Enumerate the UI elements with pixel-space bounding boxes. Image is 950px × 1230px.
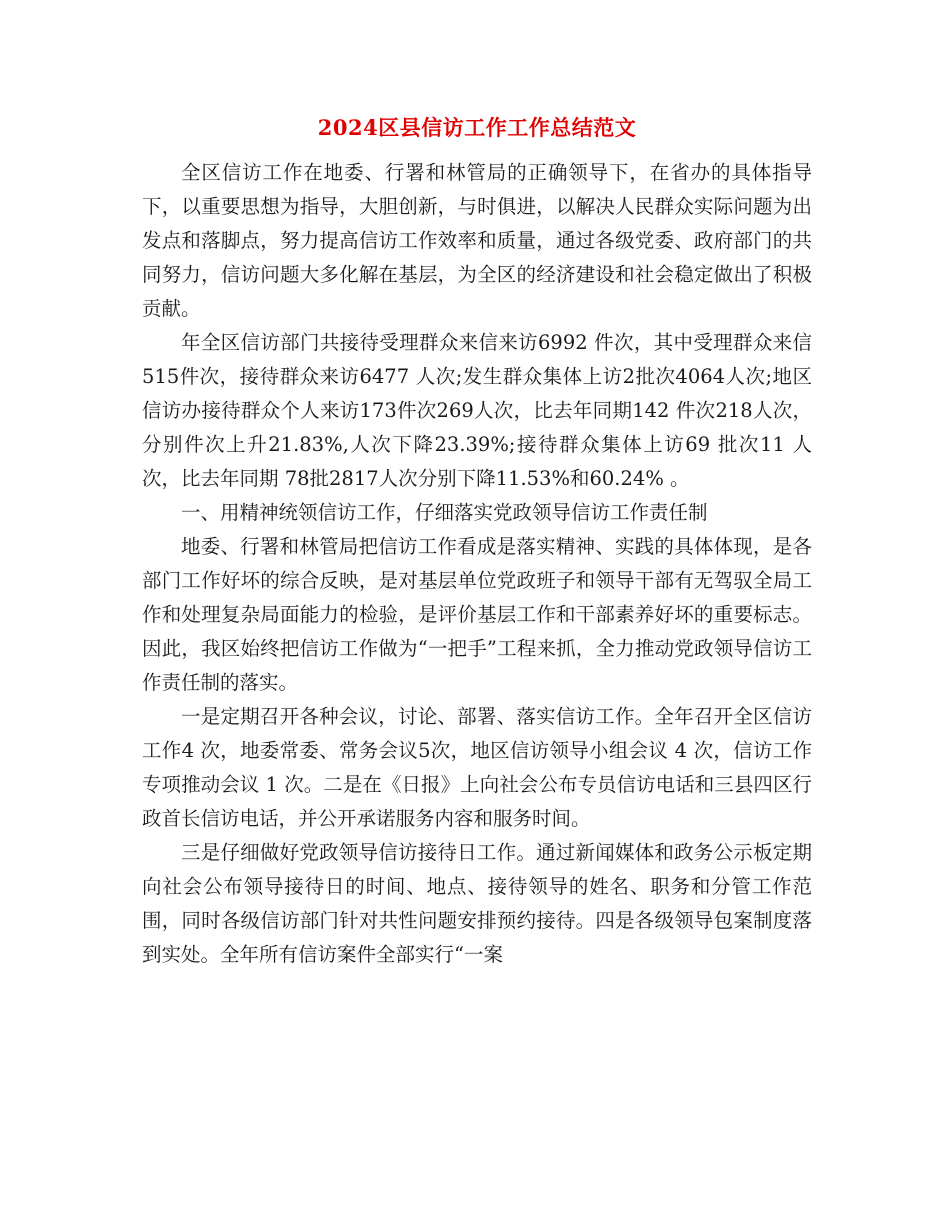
paragraph-reception-day: 三是仔细做好党政领导信访接待日工作。通过新闻媒体和政务公示板定期向社会公布领导接待日的时间、地点、接待领导的姓名、职务和分管工作范围，同时各级信访部门针对共性问题安排预约接待。四是各级领导包案制度落到实处。全年所有信访案件全部实行“一案 [142, 841, 812, 966]
paragraph-statistics: 年全区信访部门共接待受理群众来信来访6992 件次，其中受理群众来信515件次，接待群众来访6477 人次;发生群众集体上访2批次4064人次;地区信访办接待群众个人来访173件次269人次，比去年同期142 件次218人次，分别件次上升21.83%,人次下降23.39%;接待群众集体上访69 批次11 人次，比去年同期 78批2817人次分别下降11.53%和60.24% 。 [142, 331, 812, 490]
document-title: 2024区县信访工作工作总结范文 [317, 115, 637, 140]
document-page [142, 112, 812, 972]
section-heading-1: 一、用精神统领信访工作，仔细落实党政领导信访工作责任制 [181, 501, 708, 524]
paragraph-intro: 全区信访工作在地委、行署和林管局的正确领导下，在省办的具体指导下，以重要思想为指导，大胆创新，与时俱进，以解决人民群众实际问题为出发点和落脚点，努力提高信访工作效率和质量，通过各级党委、政府部门的共同努力，信访问题大多化解在基层，为全区的经济建设和社会稳定做出了积极贡献。 [142, 161, 812, 320]
paragraph-meetings: 一是定期召开各种会议，讨论、部署、落实信访工作。全年召开全区信访工作4 次，地委常委、常务会议5次，地区信访领导小组会议 4 次，信访工作专项推动会议 1 次。二是在《日报》上向社会公布专员信访电话和三县四区行政首长信访电话，并公开承诺服务内容和服务时间。 [142, 705, 812, 830]
paragraph-section-1: 地委、行署和林管局把信访工作看成是落实精神、实践的具体体现，是各部门工作好坏的综合反映，是对基层单位党政班子和领导干部有无驾驭全局工作和处理复杂局面能力的检验，是评价基层工作和干部素养好坏的重要标志。因此，我区始终把信访工作做为“一把手”工程来抓，全力推动党政领导信访工作责任制的落实。 [142, 535, 812, 694]
